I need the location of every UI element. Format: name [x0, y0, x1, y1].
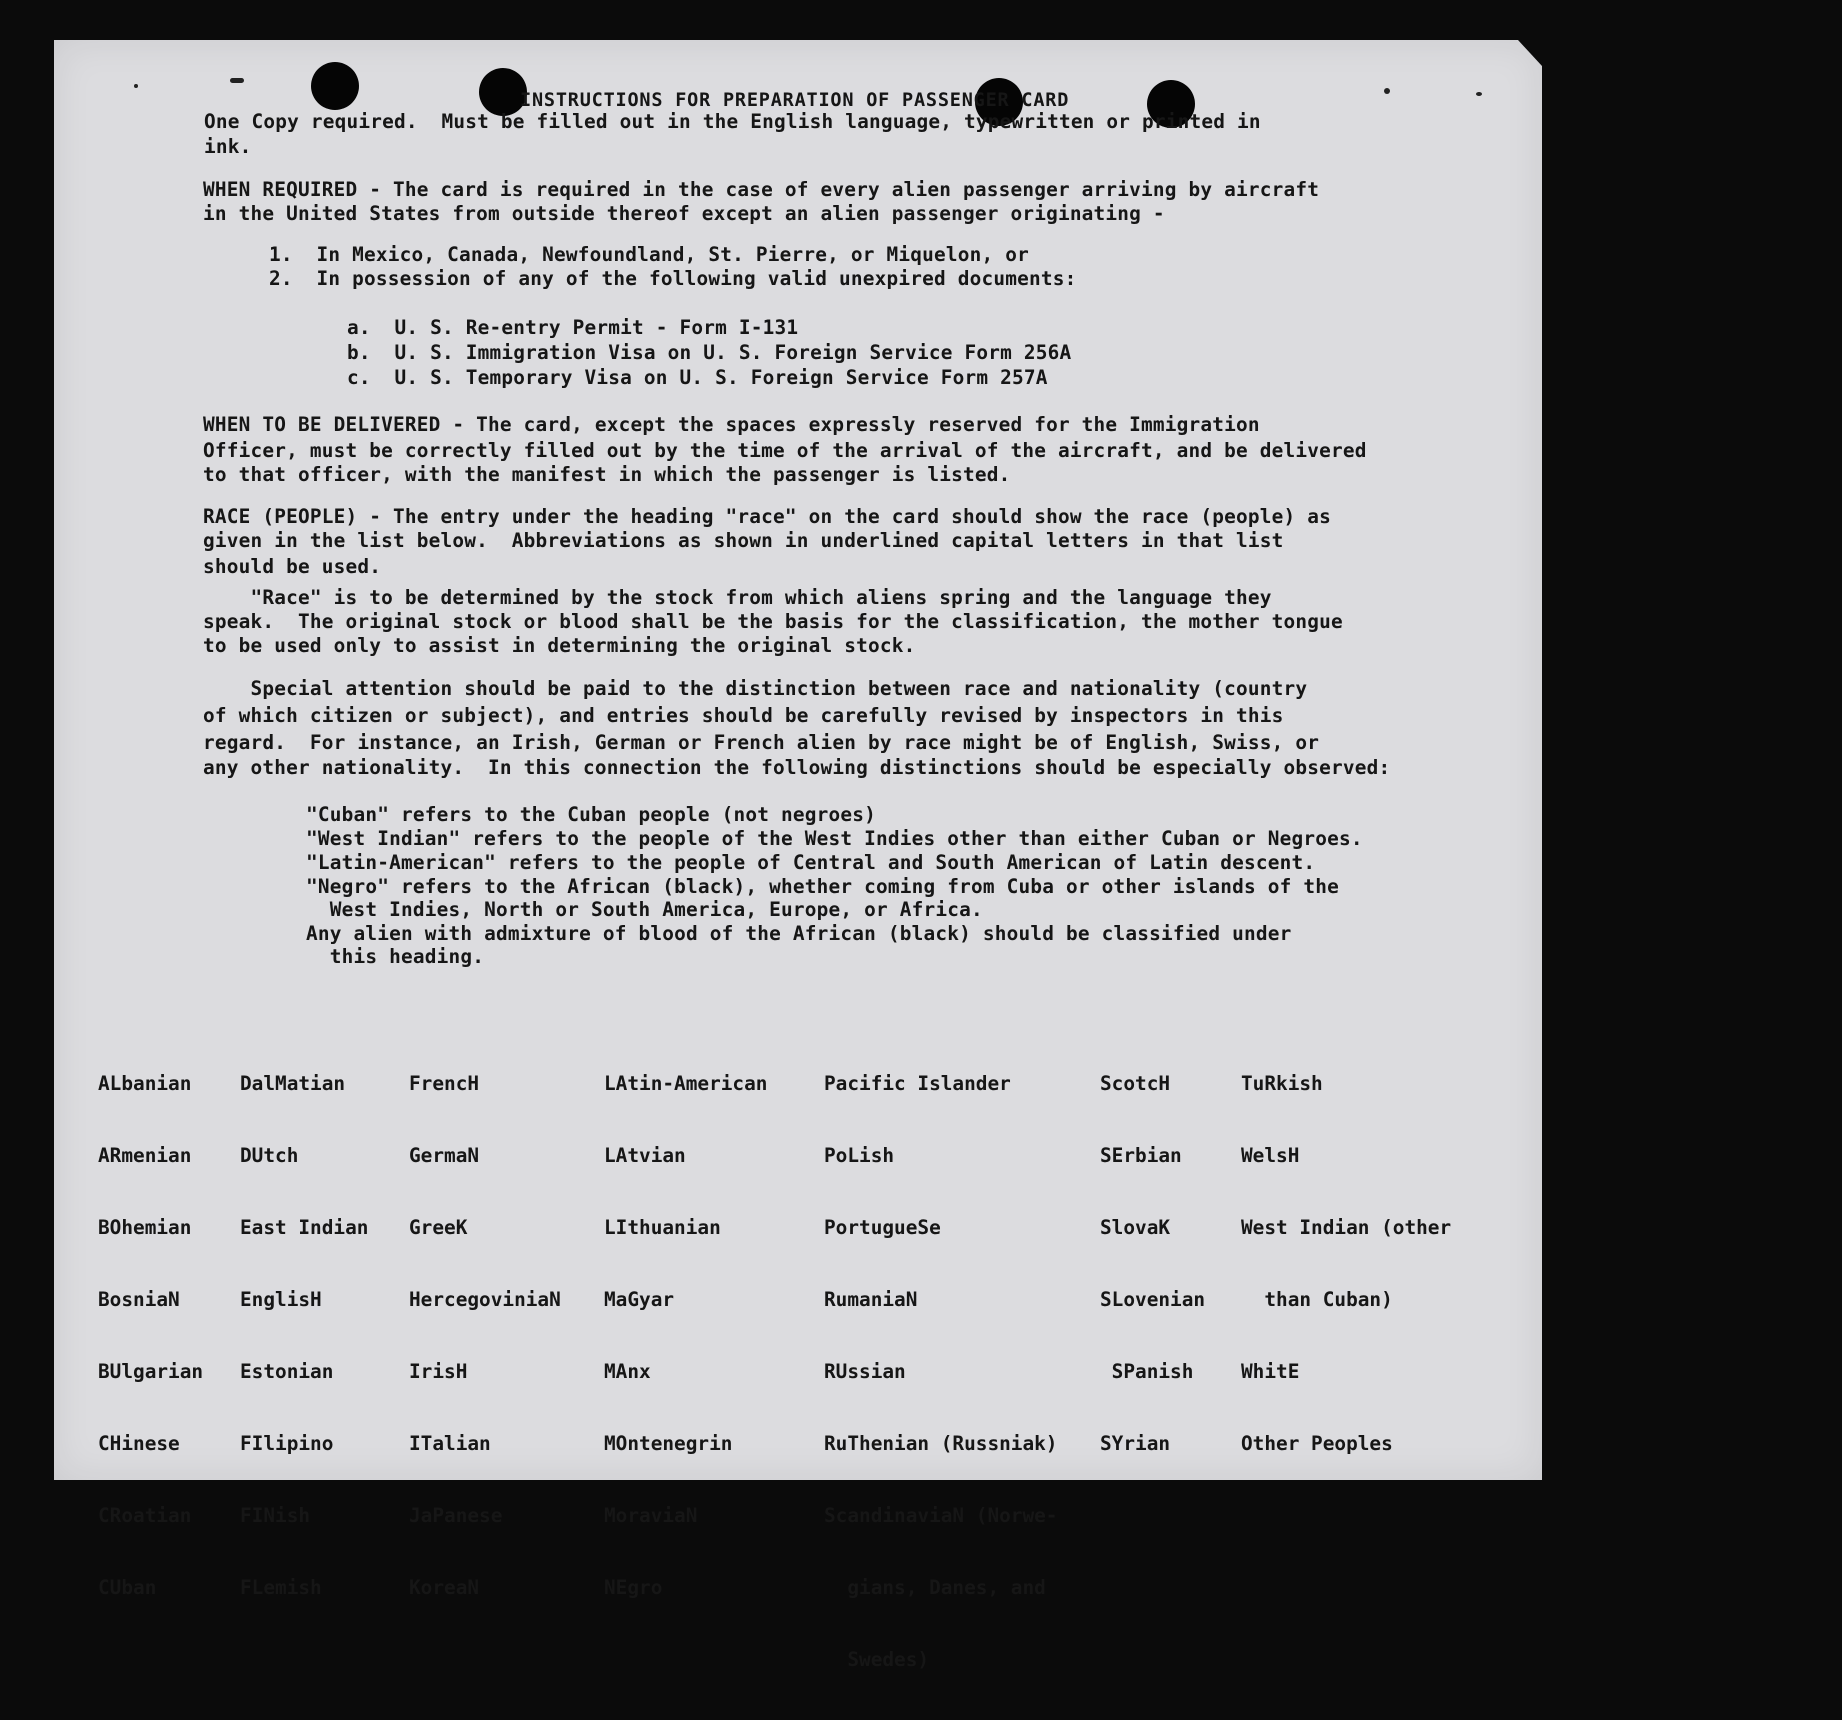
punch-hole: [311, 62, 359, 110]
document-item: a. U. S. Re-entry Permit - Form I-131: [347, 316, 799, 339]
distinction-line: "Latin-American" refers to the people of Central and South American of Latin descent.: [306, 851, 1316, 874]
race-item: CUban: [98, 1576, 157, 1599]
race-item: than Cuban): [1241, 1288, 1393, 1311]
race-intro-line: given in the list below. Abbreviations as shown in underlined capital letters in that list: [203, 529, 1284, 552]
race-item: FrencH: [409, 1072, 480, 1095]
race-item: RuThenian (Russniak): [824, 1432, 1058, 1455]
special-attention-line: regard. For instance, an Irish, German or French alien by race might be of English, Swiss, or: [203, 731, 1320, 754]
special-attention-line: of which citizen or subject), and entries should be carefully revised by inspectors in this: [203, 704, 1284, 727]
race-column: [604, 1024, 767, 1648]
race-item: ITalian: [409, 1432, 491, 1455]
condition-item: 1. In Mexico, Canada, Newfoundland, St. Pierre, or Miquelon, or: [269, 243, 1029, 266]
speck: [134, 84, 138, 88]
race-item: PortugueSe: [824, 1216, 941, 1239]
race-item: ARmenian: [98, 1144, 192, 1167]
race-item: GreeK: [409, 1216, 468, 1239]
race-column: [409, 1024, 561, 1648]
race-item: Estonian: [240, 1360, 334, 1383]
special-attention-line: any other nationality. In this connection the following distinctions should be especially observed:: [203, 756, 1391, 779]
race-item: TuRkish: [1241, 1072, 1323, 1095]
condition-item: 2. In possession of any of the following valid unexpired documents:: [269, 267, 1077, 290]
distinction-line: "Negro" refers to the African (black), whether coming from Cuba or other islands of the: [306, 875, 1340, 898]
race-item: DUtch: [240, 1144, 299, 1167]
race-item: JaPanese: [409, 1504, 503, 1527]
race-item: KoreaN: [409, 1576, 480, 1599]
race-item: ALbanian: [98, 1072, 192, 1095]
race-item: WhitE: [1241, 1360, 1300, 1383]
race-item: MoraviaN: [604, 1504, 698, 1527]
when-delivered-line: Officer, must be correctly filled out by the time of the arrival of the aircraft, and be delivered: [203, 439, 1367, 462]
race-item: EnglisH: [240, 1288, 322, 1311]
race-item: FIlipino: [240, 1432, 334, 1455]
race-item: WelsH: [1241, 1144, 1300, 1167]
race-item: LAtin-American: [604, 1072, 768, 1095]
race-item: BOhemian: [98, 1216, 192, 1239]
race-intro-line: RACE (PEOPLE) - The entry under the heading "race" on the card should show the race (people) as: [203, 505, 1332, 528]
distinction-line: "Cuban" refers to the Cuban people (not negroes): [306, 803, 876, 826]
when-delivered-line: WHEN TO BE DELIVERED - The card, except the spaces expressly reserved for the Immigration: [203, 413, 1260, 436]
race-item: FINish: [240, 1504, 311, 1527]
race-column: [1100, 1024, 1205, 1504]
race-item: MaGyar: [604, 1288, 675, 1311]
page-title: INSTRUCTIONS FOR PREPARATION OF PASSENGER CARD: [520, 90, 1070, 111]
race-item: MOntenegrin: [604, 1432, 733, 1455]
race-item: SYrian: [1100, 1432, 1171, 1455]
race-item: CRoatian: [98, 1504, 192, 1527]
distinction-line: this heading.: [306, 945, 485, 968]
race-item: ScotcH: [1100, 1072, 1171, 1095]
speck: [1476, 92, 1482, 96]
race-item: RUssian: [824, 1360, 906, 1383]
race-item: HercegoviniaN: [409, 1288, 561, 1311]
race-item: Swedes): [824, 1648, 930, 1671]
race-column: [98, 1024, 203, 1648]
race-item: ScandinaviaN (Norwe-: [824, 1504, 1058, 1527]
race-definition-line: speak. The original stock or blood shall be the basis for the classification, the mother tongue: [203, 610, 1343, 633]
distinction-line: Any alien with admixture of blood of the African (black) should be classified under: [306, 922, 1292, 945]
race-item: NEgro: [604, 1576, 663, 1599]
race-item: MAnx: [604, 1360, 651, 1383]
special-attention-line: Special attention should be paid to the distinction between race and nationality (country: [203, 677, 1308, 700]
race-item: West Indian (other: [1241, 1216, 1452, 1239]
race-item: SErbian: [1100, 1144, 1182, 1167]
race-column: [1241, 1024, 1451, 1504]
race-item: Pacific Islander: [824, 1072, 1011, 1095]
race-item: gians, Danes, and: [824, 1576, 1046, 1599]
race-item: CHinese: [98, 1432, 180, 1455]
race-item: FLemish: [240, 1576, 322, 1599]
race-item: GermaN: [409, 1144, 480, 1167]
when-required-line: WHEN REQUIRED - The card is required in the case of every alien passenger arriving by aircraft: [203, 178, 1320, 201]
race-item: IrisH: [409, 1360, 468, 1383]
race-item: BosniaN: [98, 1288, 180, 1311]
race-item: Other Peoples: [1241, 1432, 1393, 1455]
race-item: RumaniaN: [824, 1288, 918, 1311]
race-intro-line: should be used.: [203, 555, 382, 578]
race-item: LIthuanian: [604, 1216, 721, 1239]
intro-line: ink.: [204, 135, 252, 158]
document-item: b. U. S. Immigration Visa on U. S. Foreign Service Form 256A: [347, 341, 1072, 364]
speck: [1384, 88, 1390, 94]
race-item: SlovaK: [1100, 1216, 1171, 1239]
race-item: PoLish: [824, 1144, 895, 1167]
distinction-line: "West Indian" refers to the people of the West Indies other than either Cuban or Negroes.: [306, 827, 1363, 850]
race-item: SLovenian: [1100, 1288, 1206, 1311]
race-item: East Indian: [240, 1216, 369, 1239]
race-definition-line: to be used only to assist in determining the original stock.: [203, 634, 916, 657]
when-delivered-line: to that officer, with the manifest in which the passenger is listed.: [203, 463, 1011, 486]
race-item: DalMatian: [240, 1072, 346, 1095]
race-item: SPanish: [1100, 1360, 1194, 1383]
race-item: BUlgarian: [98, 1360, 204, 1383]
intro-line: One Copy required. Must be filled out in the English language, typewritten or printed in: [204, 110, 1261, 133]
race-item: LAtvian: [604, 1144, 686, 1167]
speck: [230, 78, 244, 83]
race-column: [824, 1024, 1057, 1720]
distinction-line: West Indies, North or South America, Europe, or Africa.: [306, 898, 983, 921]
when-required-line: in the United States from outside thereof except an alien passenger originating -: [203, 202, 1165, 225]
race-column: [240, 1024, 368, 1648]
race-definition-line: "Race" is to be determined by the stock from which aliens spring and the language they: [203, 586, 1272, 609]
document-item: c. U. S. Temporary Visa on U. S. Foreign Service Form 257A: [347, 366, 1048, 389]
